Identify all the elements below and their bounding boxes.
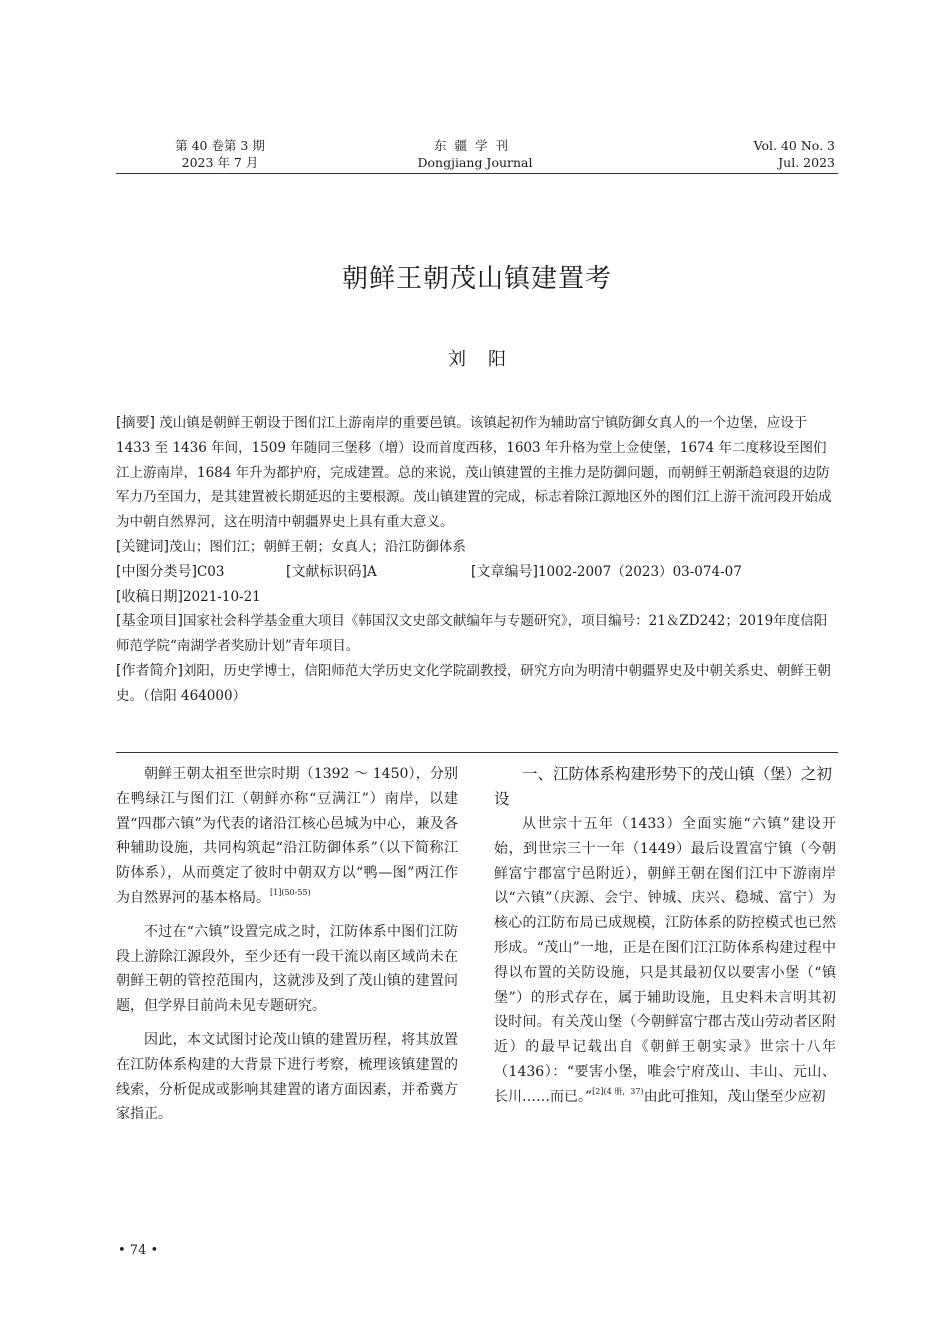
citation: [1](50-55)	[270, 887, 311, 897]
header-issue-en	[690, 137, 835, 171]
abstract	[116, 411, 838, 535]
body-paragraph: 因此，本文试图讨论茂山镇的建置历程，将其放置在江防体系构建的大背景下进行考察，梳理该镇建置的线索，分析促成或影响其建置的诸方面因素，并希冀方家指正。	[116, 1031, 458, 1123]
body-paragraph: 朝鲜王朝太祖至世宗时期（1392 ～ 1450），分别在鸭绿江与图们江（朝鲜亦称“豆满江”）南岸，以建置“四郡六镇”为代表的诸沿江核心邑城为中心，兼及各种辅助设施，共同构筑起“沿江防御体系”（以下简称江防体系），从而奠定了彼时中朝双方以“鸭—图”两江作为自然界河的基本格局。$^{[1](50-55)}$	[116, 766, 458, 906]
header-issue	[120, 137, 320, 171]
header-volume: 第 40 卷第 3 期	[175, 138, 265, 153]
abstract-block	[116, 411, 838, 709]
page-number: • 74 •	[118, 1243, 159, 1258]
author-name	[116, 345, 838, 371]
fund	[116, 609, 838, 659]
doc-code	[286, 560, 471, 585]
author-name-text: 刘阳	[448, 349, 528, 370]
received-label: [收稿日期]	[116, 588, 183, 605]
fund-text: 国家社会科学基金重大项目《韩国汉文史部文献编年与专题研究》，项目编号：21＆ZD242；2019年度信阳师范学院“南湖学者奖励计划”青年项目。	[116, 613, 828, 655]
header-journal-en: Dongjiang Journal	[417, 155, 533, 170]
article-no	[471, 564, 742, 580]
header-date-en: Jul. 2023	[778, 155, 835, 170]
doc-code-value: A	[366, 563, 377, 580]
header-rule	[116, 173, 838, 174]
header-volume-en: Vol. 40 No. 3	[753, 138, 835, 153]
body-paragraph: 从世宗十五年（1433）全面实施“六镇”建设开始，到世宗三十一年（1449）最后设置富宁镇（今朝鲜富宁郡富宁邑附近），朝鲜王朝在图们江中下游南岸以“六镇”（庆源、会宁、钟城、庆兴、稳城、富宁）为核心的江防布局已成规模，江防体系的防控模式也已然形成。“茂山”一地，正是在图们江江防体系构建过程中得以布置的关防设施，只是其最初仅以要害小堡（“镇堡”）的形式存在，属于辅助设施，且史料未言明其初设时间。有关茂山堡（今朝鲜富宁郡古茂山劳动者区附近）的最早记载出自《朝鲜王朝实录》世宗十八年（1436）：“要害小堡，唯会宁府茂山、丰山、元山、长川……而已。”$^{[2](4 册,37)}$由此可推知，茂山堡至少应初	[494, 816, 836, 1105]
clc-label: [中图分类号]	[116, 563, 197, 580]
classification-line	[116, 560, 838, 585]
header-journal	[330, 137, 620, 171]
abstract-label: [摘要]	[116, 415, 155, 431]
doc-code-label: [文献标识码]	[286, 563, 367, 580]
body-left-column	[116, 762, 458, 1127]
article-no-label: [文章编号]	[471, 563, 538, 580]
keywords-label: [关键词]	[116, 538, 169, 555]
author-bio-text: 刘阳，历史学博士，信阳师范大学历史文化学院副教授，研究方向为明清中朝疆界史及中朝关系史、朝鲜王朝史。（信阳 464000）	[116, 662, 831, 704]
clc	[116, 560, 286, 585]
header-date: 2023 年 7 月	[181, 155, 259, 170]
body-paragraph: 不过在“六镇”设置完成之时，江防体系中图们江防段上游除江源段外，至少还有一段干流以南区域尚未在朝鲜王朝的管控范围内，这就涉及到了茂山镇的建置问题，但学界目前尚未见专题研究。	[116, 923, 458, 1015]
author-bio-label: [作者简介]	[116, 662, 183, 679]
received-value: 2021-10-21	[182, 588, 261, 605]
author-bio	[116, 659, 838, 709]
header-journal-cn: 东疆学刊	[433, 138, 516, 153]
body-right-column	[494, 762, 836, 1110]
keywords	[116, 535, 838, 560]
citation: [2](4 册，37)	[592, 1086, 644, 1096]
abstract-rule	[116, 752, 838, 753]
article-title: 朝鲜王朝茂山镇建置考	[341, 264, 612, 294]
article-no-value: 1002-2007（2023）03-074-07	[537, 563, 742, 580]
keywords-text: 茂山；图们江；朝鲜王朝；女真人；沿江防御体系	[168, 538, 466, 555]
received-date	[116, 585, 838, 610]
fund-label: [基金项目]	[116, 613, 183, 630]
abstract-text: 茂山镇是朝鲜王朝设于图们江上游南岸的重要邑镇。该镇起初作为辅助富宁镇防御女真人的一个边堡，应设于 1433 至 1436 年间，1509 年随同三堡移（增）设而首度西移，1603 年升格为堂上佥使堡，1674 年二度移设至图们江上游南岸，1684 年升为都护府，完成建置。总的来说，茂山镇建置的主推力是防御问题，而朝鲜王朝渐趋衰退的边防军力乃至国力，是其建置被长期延迟的主要根源。茂山镇建置的完成，标志着除江源地区外的图们江上游干流河段开始成为中朝自然界河，这在明清中朝疆界史上具有重大意义。	[116, 415, 832, 531]
clc-value: C03	[196, 563, 225, 580]
section-heading: 一、江防体系构建形势下的茂山镇（堡）之初设	[494, 765, 833, 808]
